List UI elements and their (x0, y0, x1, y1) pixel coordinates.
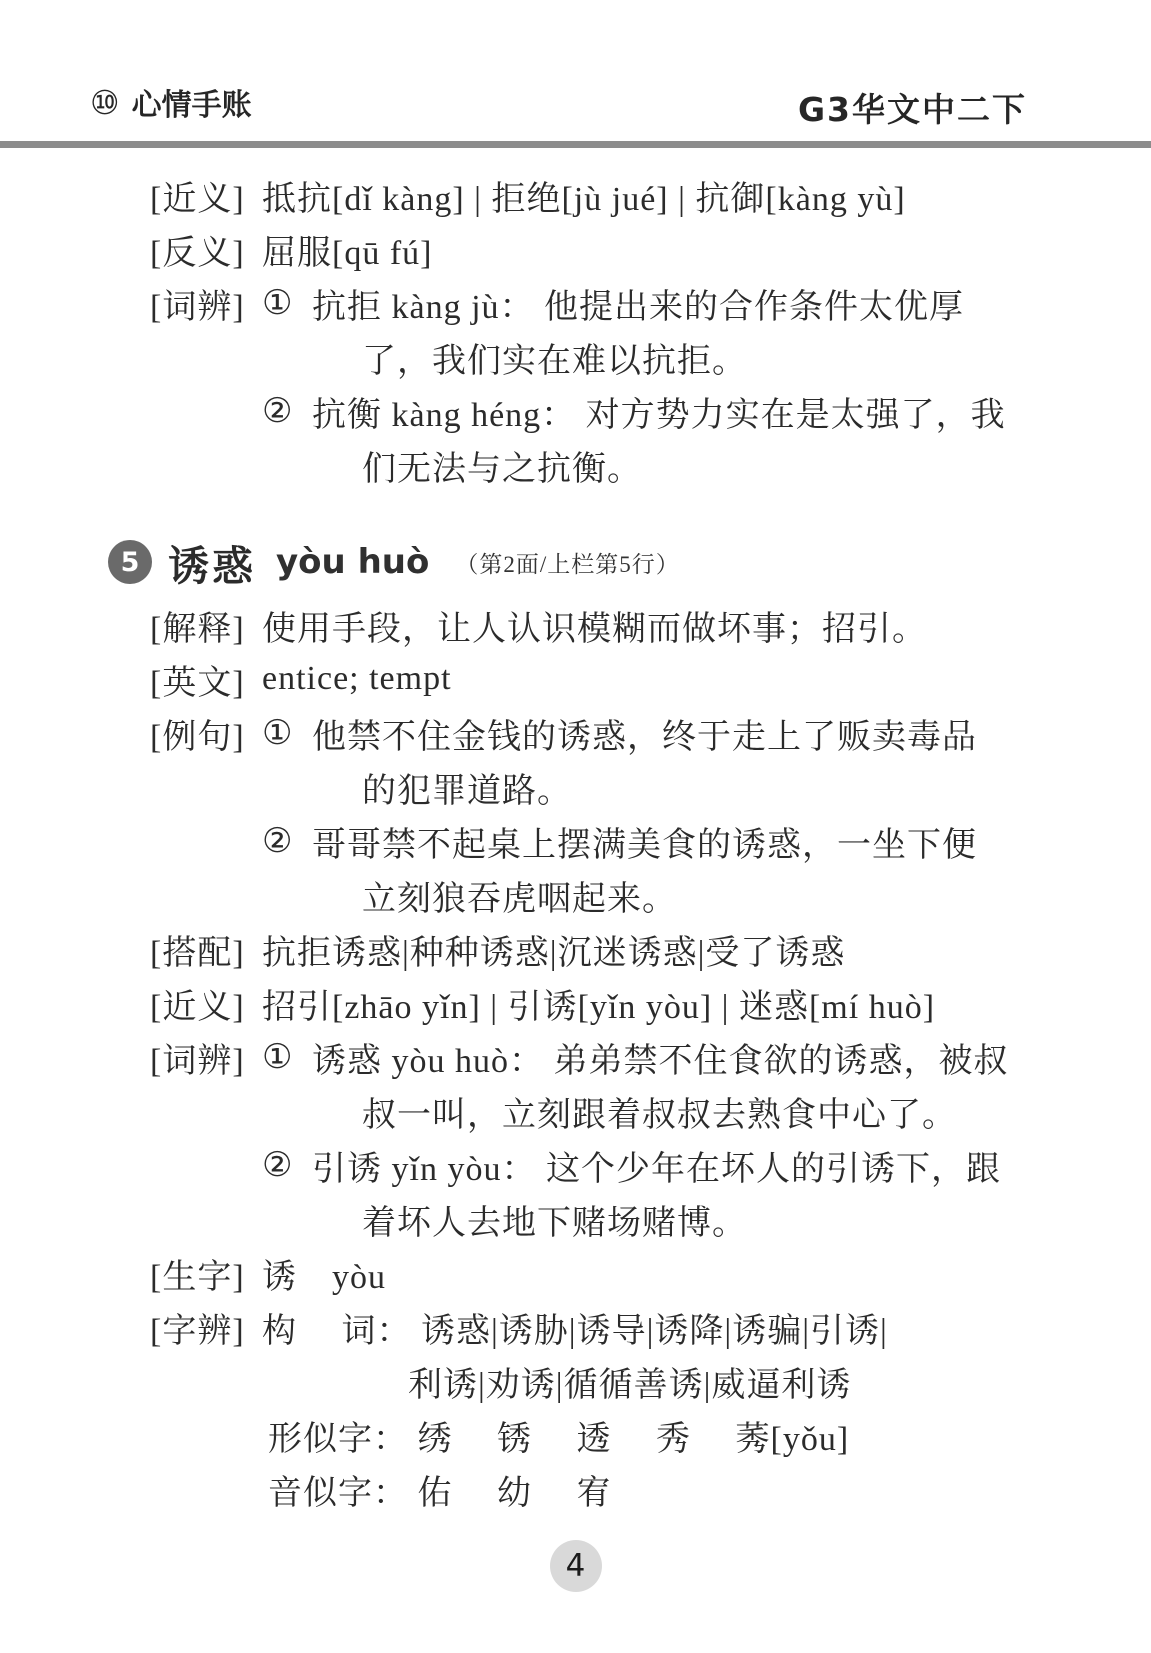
field-label: [生字] (150, 1258, 245, 1296)
dict-line (150, 706, 1035, 760)
line-text: 利诱|劝诱|循循善诱|威逼利诱 (408, 1366, 852, 1404)
field-label: [近义] (150, 180, 245, 218)
field-label: [英文] (150, 664, 245, 702)
dict-line (150, 1138, 1035, 1192)
unit-title: 心情手账 (131, 88, 252, 123)
entry-number-badge: 5 (108, 540, 152, 584)
line-text: 使用手段，让人认识模糊而做坏事；招引。 (262, 610, 927, 648)
item-marker: ① (262, 1039, 294, 1076)
dict-line (150, 1300, 1035, 1354)
item-marker: ② (262, 1147, 294, 1184)
line-text: 抗衡 kàng héng： 对方势力实在是太强了，我 (312, 396, 1006, 434)
line-text: 他禁不住金钱的诱惑，终于走上了贩卖毒品 (312, 718, 977, 756)
entry-source-ref: （第2面/上栏第5行） (455, 551, 680, 577)
dict-line (150, 760, 1035, 814)
line-text: 引诱 yǐn yòu： 这个少年在坏人的引诱下，跟 (312, 1150, 1001, 1188)
line-text: 抗拒诱惑|种种诱惑|沉迷诱惑|受了诱惑 (262, 934, 846, 972)
dict-line (150, 330, 1035, 384)
dict-line (150, 1246, 1035, 1300)
dict-line (150, 1192, 1035, 1246)
field-label: [字辨] (150, 1312, 245, 1350)
field-label: [搭配] (150, 934, 245, 972)
line-text: 形似字： 绣 锈 透 秀 莠[yǒu] (268, 1420, 850, 1458)
line-text: 抵抗[dǐ kàng] | 拒绝[jù jué] | 抗御[kàng yù] (262, 180, 906, 218)
line-text: 抗拒 kàng jù： 他提出来的合作条件太优厚 (312, 288, 965, 326)
line-text: 们无法与之抗衡。 (362, 450, 642, 488)
dict-line (150, 168, 1035, 222)
dict-line (150, 976, 1035, 1030)
line-text: 音似字： 佑 幼 宥 (268, 1474, 612, 1512)
header-divider (0, 141, 1151, 148)
field-label: [词辨] (150, 1042, 245, 1080)
dict-line (150, 384, 1035, 438)
dict-line (150, 1354, 1035, 1408)
field-label: [词辨] (150, 288, 245, 326)
line-text: 的犯罪道路。 (362, 772, 572, 810)
item-marker: ① (262, 715, 294, 752)
field-label: [近义] (150, 988, 245, 1026)
dict-line (150, 598, 1035, 652)
line-text: 了，我们实在难以抗拒。 (362, 342, 747, 380)
field-label: [例句] (150, 718, 245, 756)
dict-line (150, 1462, 1035, 1516)
dict-line (150, 276, 1035, 330)
dict-line (150, 922, 1035, 976)
line-text: entice; tempt (262, 660, 452, 697)
entry-pinyin: yòu huò (276, 542, 430, 582)
dict-line (150, 868, 1035, 922)
item-marker: ① (262, 285, 294, 322)
entry-word: 诱惑 (168, 542, 256, 589)
page-footer (0, 1540, 1151, 1592)
line-text: 招引[zhāo yǐn] | 引诱[yǐn yòu] | 迷惑[mí huò] (262, 988, 936, 1026)
dict-line (150, 222, 1035, 276)
dict-line (150, 814, 1035, 868)
field-label: [解释] (150, 610, 245, 648)
line-text: 哥哥禁不起桌上摆满美食的诱惑，一坐下便 (312, 826, 977, 864)
dict-line (150, 438, 1035, 492)
item-marker: ② (262, 823, 294, 860)
line-text: 叔一叫，立刻跟着叔叔去熟食中心了。 (362, 1096, 957, 1134)
dict-line (150, 1408, 1035, 1462)
book-title: G3华文中二下 (797, 90, 1027, 129)
dict-line (150, 1030, 1035, 1084)
line-text: 屈服[qū fú] (262, 234, 433, 272)
unit-number-icon: ⑩ (90, 82, 120, 122)
entry-heading (108, 532, 1035, 592)
line-text: 构 词： 诱惑|诱胁|诱导|诱降|诱骗|引诱| (262, 1312, 888, 1350)
line-text: 诱 yòu (262, 1258, 386, 1296)
page-number: 4 (565, 1548, 586, 1584)
dictionary-content (120, 168, 1035, 1516)
dict-line (150, 652, 1035, 706)
line-text: 立刻狼吞虎咽起来。 (362, 880, 677, 918)
field-label: [反义] (150, 234, 245, 272)
line-text: 着坏人去地下赌场赌博。 (362, 1204, 747, 1242)
page-number-circle (550, 1540, 602, 1592)
header-left (90, 82, 252, 122)
item-marker: ② (262, 393, 294, 430)
line-text: 诱惑 yòu huò： 弟弟禁不住食欲的诱惑，被叔 (312, 1042, 1009, 1080)
dict-line (150, 1084, 1035, 1138)
